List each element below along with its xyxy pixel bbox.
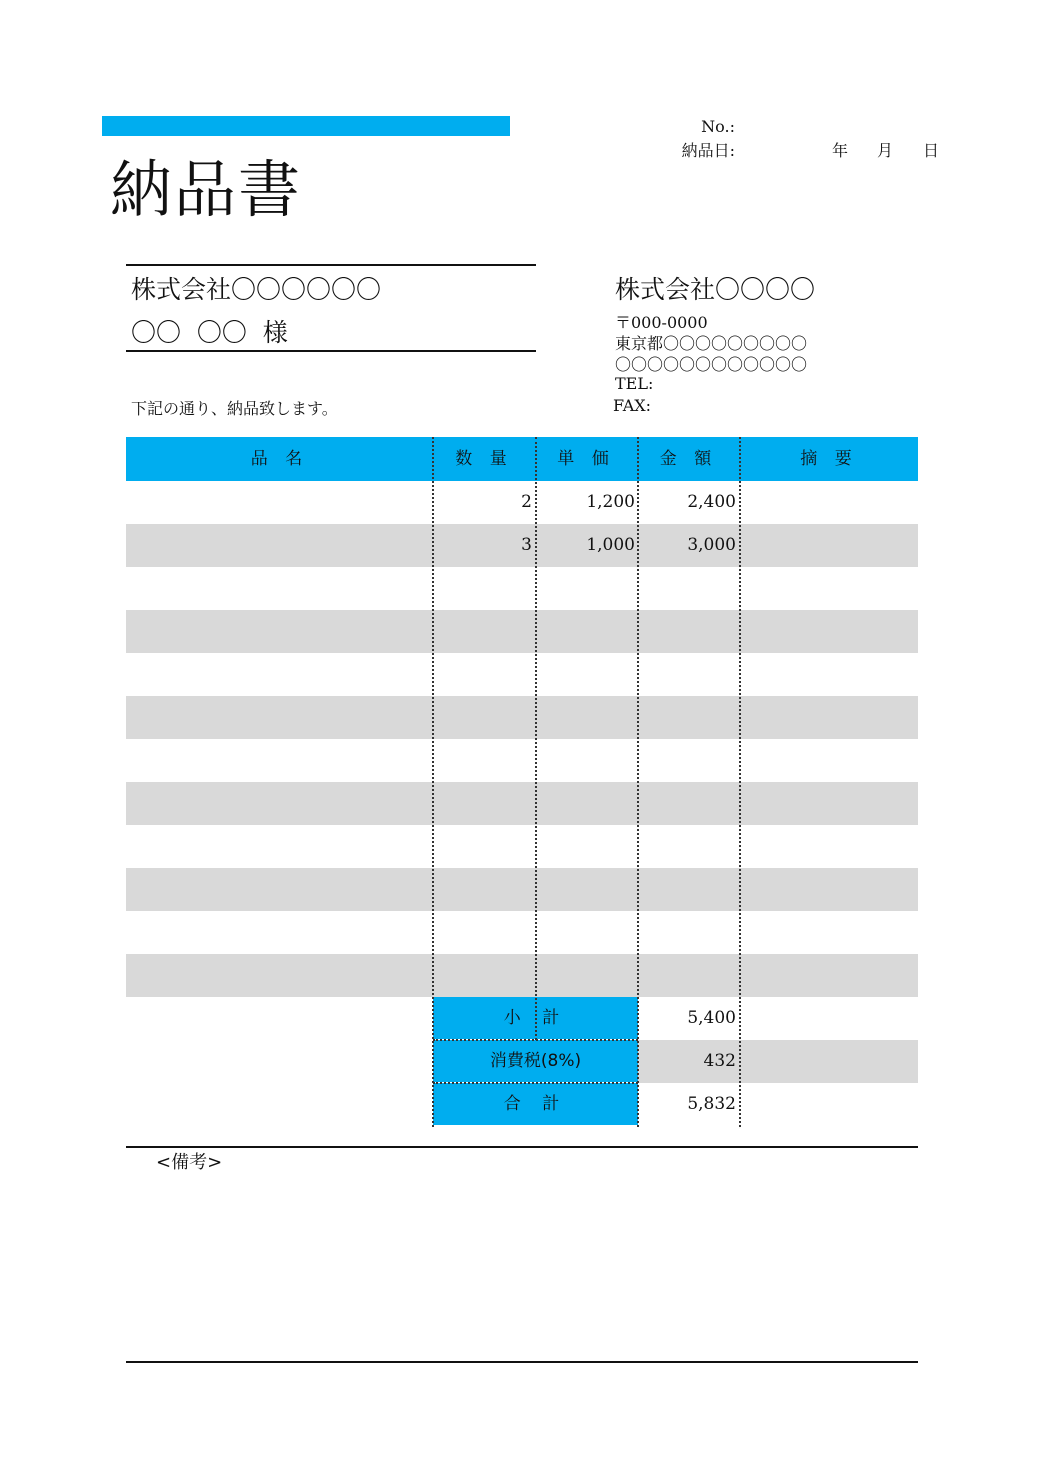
remarks-label: <備考> xyxy=(156,1152,223,1173)
header-unit-price: 単 価 xyxy=(557,449,615,469)
table-row xyxy=(126,610,918,653)
row-amount: 2,400 xyxy=(687,492,736,512)
customer-top-rule xyxy=(126,264,536,266)
issuer-address-line2: 〇〇〇〇〇〇〇〇〇〇〇〇 xyxy=(615,355,808,374)
remarks-bottom-rule xyxy=(126,1361,918,1363)
title-accent-bar xyxy=(102,116,510,136)
intro-text: 下記の通り、納品致します。 xyxy=(131,399,338,418)
issuer-postal: 〒000-0000 xyxy=(615,313,708,332)
table-row xyxy=(126,954,918,997)
header-item-name: 品 名 xyxy=(250,449,309,469)
table-row xyxy=(126,696,918,739)
row-amount: 3,000 xyxy=(687,535,736,555)
tax-label: 消費税(8%) xyxy=(433,1040,638,1082)
issuer-tel: TEL: xyxy=(615,374,654,393)
issuer-company: 株式会社〇〇〇〇 xyxy=(615,275,816,304)
header-quantity: 数 量 xyxy=(455,449,513,469)
column-divider xyxy=(432,437,434,1127)
date-month-label: 月 xyxy=(877,141,894,160)
issuer-address-line1: 東京都〇〇〇〇〇〇〇〇〇 xyxy=(615,334,808,353)
tax-value: 432 xyxy=(703,1051,736,1071)
header-amount: 金 額 xyxy=(659,449,718,469)
row-unit-price: 1,200 xyxy=(586,492,635,512)
row-unit-price: 1,000 xyxy=(586,535,635,555)
table-row xyxy=(126,739,918,782)
total-value: 5,832 xyxy=(687,1094,736,1114)
subtotal-value: 5,400 xyxy=(687,1008,736,1028)
customer-person: 〇〇 〇〇 様 xyxy=(131,318,288,347)
table-row xyxy=(126,868,918,911)
customer-bottom-rule xyxy=(126,350,536,352)
column-divider xyxy=(739,437,741,1127)
delivery-date-label: 納品日: xyxy=(681,141,735,160)
items-table-header xyxy=(126,437,918,481)
issuer-fax: FAX: xyxy=(613,396,652,415)
document-title: 納品書 xyxy=(110,153,303,226)
table-row xyxy=(126,481,918,524)
no-label: No.: xyxy=(701,117,735,136)
total-label: 合 計 xyxy=(433,1083,638,1125)
date-year-label: 年 xyxy=(832,141,849,160)
column-divider xyxy=(535,437,537,1040)
table-row xyxy=(126,911,918,954)
table-row xyxy=(126,825,918,868)
table-row xyxy=(126,567,918,610)
customer-company: 株式会社〇〇〇〇〇〇 xyxy=(131,275,382,304)
remarks-top-rule xyxy=(126,1146,918,1148)
date-day-label: 日 xyxy=(923,141,940,160)
column-divider xyxy=(637,437,639,1127)
row-quantity: 2 xyxy=(521,492,532,512)
row-quantity: 3 xyxy=(521,535,532,555)
table-row xyxy=(126,782,918,825)
table-row xyxy=(126,524,918,567)
table-row xyxy=(126,653,918,696)
summary-divider xyxy=(433,1039,638,1041)
header-note: 摘 要 xyxy=(800,449,858,469)
summary-divider xyxy=(433,1082,638,1084)
subtotal-label: 小 計 xyxy=(433,997,638,1039)
